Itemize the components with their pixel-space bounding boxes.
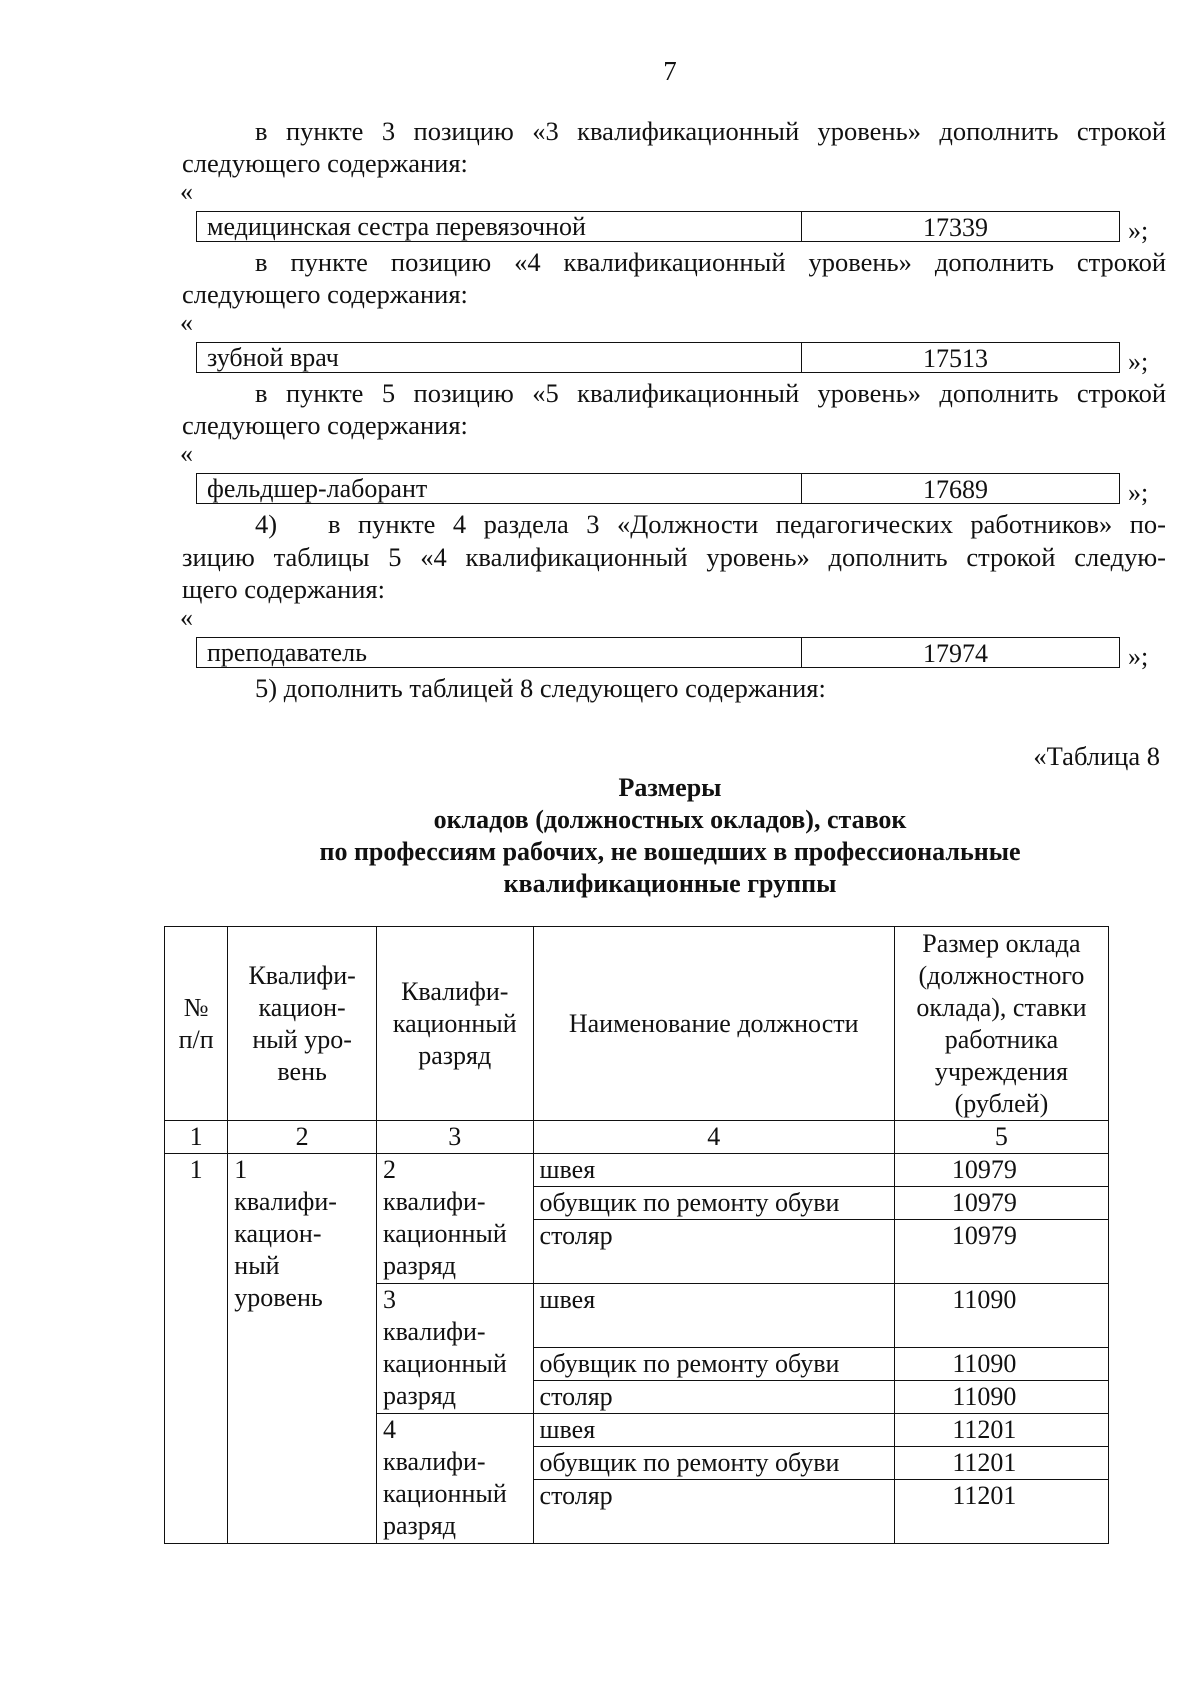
col-number: 3 [376,1121,533,1154]
insert-row-1 [196,211,1120,242]
salary-value: 11201 [894,1480,1108,1544]
salary-table [164,926,1109,1544]
insert-row-3 [196,473,1120,504]
position-name: обувщик по ремонту обуви [533,1187,894,1220]
paragraph-1-line-2: следующего содержания: [182,148,468,178]
paragraph-3-line-2: следующего содержания: [182,410,468,440]
open-quote: « [180,177,193,206]
insert-value: 17339 [923,213,988,242]
position-name: швея [533,1154,894,1187]
position-name: швея [533,1284,894,1348]
paragraph-2-line-1: в пункте позицию «4 квалификационный уровень» дополнить строкой [255,247,1166,277]
header-salary: Размер оклада (должностного оклада), ставки работника учреждения (рублей) [894,927,1108,1121]
insert-name: преподаватель [197,638,802,667]
position-name: обувщик по ремонту обуви [533,1348,894,1381]
insert-row-2 [196,342,1120,373]
paragraph-4-number: 4) [255,509,278,539]
salary-value: 10979 [894,1154,1108,1187]
insert-value: 17513 [923,344,988,373]
paragraph-3-line-1: в пункте 5 позицию «5 квалификационный уровень» дополнить строкой [255,378,1166,408]
col-number: 4 [533,1121,894,1154]
table-title-line-1: Размеры [618,773,722,802]
paragraph-5: 5) дополнить таблицей 8 следующего содержания: [255,673,826,703]
header-position-name: Наименование должности [533,927,894,1121]
paragraph-1-line-1: в пункте 3 позицию «3 квалификационный уровень» дополнить строкой [255,116,1166,146]
col-number: 2 [228,1121,377,1154]
salary-value: 11201 [894,1447,1108,1480]
insert-name: фельдшер-лаборант [197,474,802,503]
position-name: столяр [533,1220,894,1284]
header-qualification-grade: Квалифи- кационный разряд [376,927,533,1121]
table-row [165,1154,1109,1187]
row-number: 1 [165,1154,228,1544]
insert-value: 17974 [923,639,988,668]
table-title-line-4: квалификационные группы [503,869,837,898]
open-quote: « [180,308,193,337]
salary-value: 10979 [894,1220,1108,1284]
qualification-level-cell: 1 квалифи- кацион- ный уровень [228,1154,377,1544]
salary-value: 11090 [894,1348,1108,1381]
open-quote: « [180,603,193,632]
position-name: обувщик по ремонту обуви [533,1447,894,1480]
column-numbers-row [165,1121,1109,1154]
close-quote: »; [1128,642,1149,671]
header-qualification-level: Квалифи- кацион- ный уро- вень [228,927,377,1121]
close-quote: »; [1128,216,1149,245]
salary-value: 11201 [894,1414,1108,1447]
insert-name: медицинская сестра перевязочной [197,212,802,241]
insert-name: зубной врач [197,343,802,372]
page-number: 7 [663,56,677,86]
salary-value: 10979 [894,1187,1108,1220]
col-number: 5 [894,1121,1108,1154]
col-number: 1 [165,1121,228,1154]
grade-cell: 3 квалифи- кационный разряд [376,1284,533,1414]
grade-cell: 2 квалифи- кационный разряд [376,1154,533,1284]
paragraph-4-line-3: щего содержания: [182,574,385,604]
close-quote: »; [1128,478,1149,507]
close-quote: »; [1128,347,1149,376]
position-name: швея [533,1414,894,1447]
header-number: № п/п [165,927,228,1121]
table-8-label: «Таблица 8 [1033,741,1160,771]
grade-cell: 4 квалифи- кационный разряд [376,1414,533,1544]
insert-row-4 [196,637,1120,668]
paragraph-4-line-1: в пункте 4 раздела 3 «Должности педагогических работников» по- [328,509,1166,539]
insert-value: 17689 [923,475,988,504]
paragraph-4-line-2: зицию таблицы 5 «4 квалификационный уровень» дополнить строкой следую- [182,542,1166,572]
table-header-row [165,927,1109,1121]
table-title-line-3: по профессиям рабочих, не вошедших в профессиональные [319,837,1021,866]
open-quote: « [180,439,193,468]
paragraph-2-line-2: следующего содержания: [182,279,468,309]
table-title-line-2: окладов (должностных окладов), ставок [433,805,907,834]
salary-value: 11090 [894,1381,1108,1414]
salary-value: 11090 [894,1284,1108,1348]
position-name: столяр [533,1381,894,1414]
position-name: столяр [533,1480,894,1544]
